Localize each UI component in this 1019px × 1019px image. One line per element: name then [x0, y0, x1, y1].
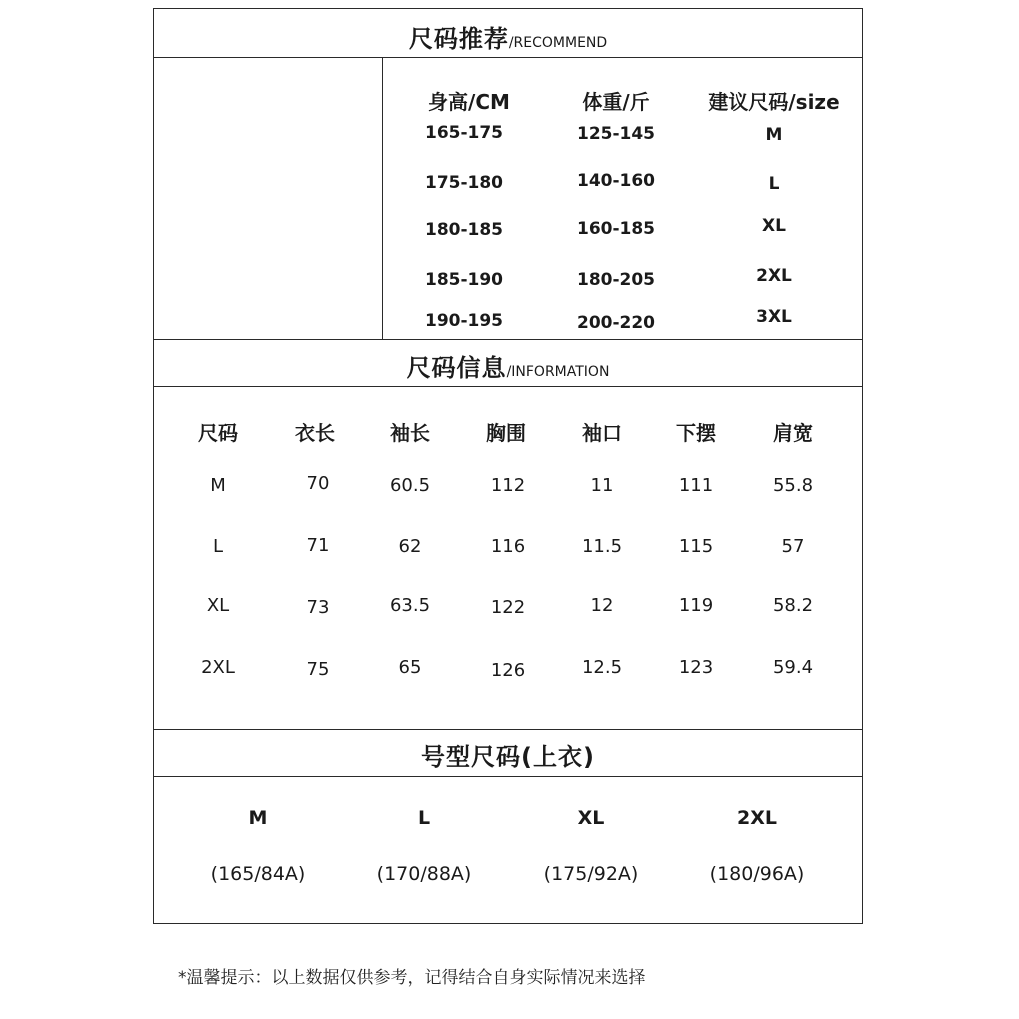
recommend-cell: XL: [762, 216, 786, 236]
info-cell: 2XL: [201, 657, 235, 678]
info-cell: 70: [306, 473, 330, 494]
info-cell: 116: [490, 536, 526, 557]
info-cell: 59.4: [772, 657, 814, 678]
info-cell: 65: [398, 657, 422, 678]
info-header-length: 衣长: [295, 421, 335, 445]
info-header-hem: 下摆: [676, 421, 716, 445]
type-size-title-text: 号型尺码(上衣): [421, 743, 595, 771]
recommend-cell: M: [765, 125, 783, 145]
info-cell: XL: [206, 595, 230, 616]
info-cell: 112: [490, 475, 526, 496]
information-title-cn: 尺码信息: [406, 354, 507, 382]
info-cell: 119: [678, 595, 714, 616]
recommend-header-weight: 体重/斤: [582, 90, 650, 114]
recommend-cell: 180-205: [576, 270, 656, 290]
information-title-en: /INFORMATION: [506, 364, 610, 380]
type-size-code: (165/84A): [210, 863, 306, 885]
type-size-label: M: [248, 807, 268, 829]
info-cell: 60.5: [389, 475, 431, 496]
info-cell: 63.5: [389, 595, 431, 616]
info-cell: 11.5: [581, 536, 623, 557]
type-size-code: (180/96A): [709, 863, 805, 885]
info-cell: 126: [490, 660, 526, 681]
size-chart: [153, 8, 863, 924]
type-size-title: [154, 737, 862, 772]
recommend-cell: 180-185: [424, 220, 504, 240]
info-header-cuff: 袖口: [582, 421, 622, 445]
info-header-shoulder: 肩宽: [773, 421, 813, 445]
recommend-title: [154, 19, 862, 54]
divider: [154, 57, 862, 58]
recommend-cell: 200-220: [576, 313, 656, 333]
type-size-label: XL: [577, 807, 605, 829]
info-cell: 115: [678, 536, 714, 557]
recommend-title-cn: 尺码推荐: [408, 25, 509, 53]
recommend-cell: 165-175: [424, 123, 504, 143]
recommend-cell: 3XL: [756, 307, 792, 327]
recommend-cell: 190-195: [424, 311, 504, 331]
divider: [154, 339, 862, 340]
recommend-header-height: 身高/CM: [428, 90, 510, 114]
recommend-cell: 185-190: [424, 270, 504, 290]
info-cell: 55.8: [772, 475, 814, 496]
divider-vertical: [382, 57, 383, 339]
divider: [154, 386, 862, 387]
recommend-header-size: 建议尺码/size: [708, 90, 840, 114]
info-cell: 75: [306, 659, 330, 680]
divider: [154, 776, 862, 777]
footnote: *温馨提示：以上数据仅供参考，记得结合自身实际情况来选择: [178, 968, 646, 988]
type-size-label: L: [417, 807, 431, 829]
info-cell: 111: [678, 475, 714, 496]
info-cell: 73: [306, 597, 330, 618]
type-size-label: 2XL: [737, 807, 777, 829]
info-cell: 62: [398, 536, 422, 557]
recommend-cell: L: [768, 174, 780, 194]
recommend-cell: 175-180: [424, 173, 504, 193]
recommend-cell: 2XL: [756, 266, 792, 286]
info-header-size: 尺码: [198, 421, 238, 445]
recommend-title-en: /RECOMMEND: [508, 35, 608, 51]
recommend-cell: 140-160: [576, 171, 656, 191]
information-title: [154, 348, 862, 383]
info-cell: 12: [590, 595, 614, 616]
info-cell: 57: [781, 536, 805, 557]
divider: [154, 729, 862, 730]
info-header-chest: 胸围: [486, 421, 526, 445]
info-cell: 12.5: [581, 657, 623, 678]
info-cell: 58.2: [772, 595, 814, 616]
info-cell: 122: [490, 597, 526, 618]
info-cell: 11: [590, 475, 614, 496]
type-size-code: (170/88A): [376, 863, 472, 885]
info-header-sleeve: 袖长: [390, 421, 430, 445]
recommend-cell: 160-185: [576, 219, 656, 239]
info-cell: 71: [306, 535, 330, 556]
recommend-cell: 125-145: [576, 124, 656, 144]
type-size-code: (175/92A): [543, 863, 639, 885]
info-cell: L: [212, 536, 224, 557]
info-cell: 123: [678, 657, 714, 678]
info-cell: M: [210, 475, 226, 496]
